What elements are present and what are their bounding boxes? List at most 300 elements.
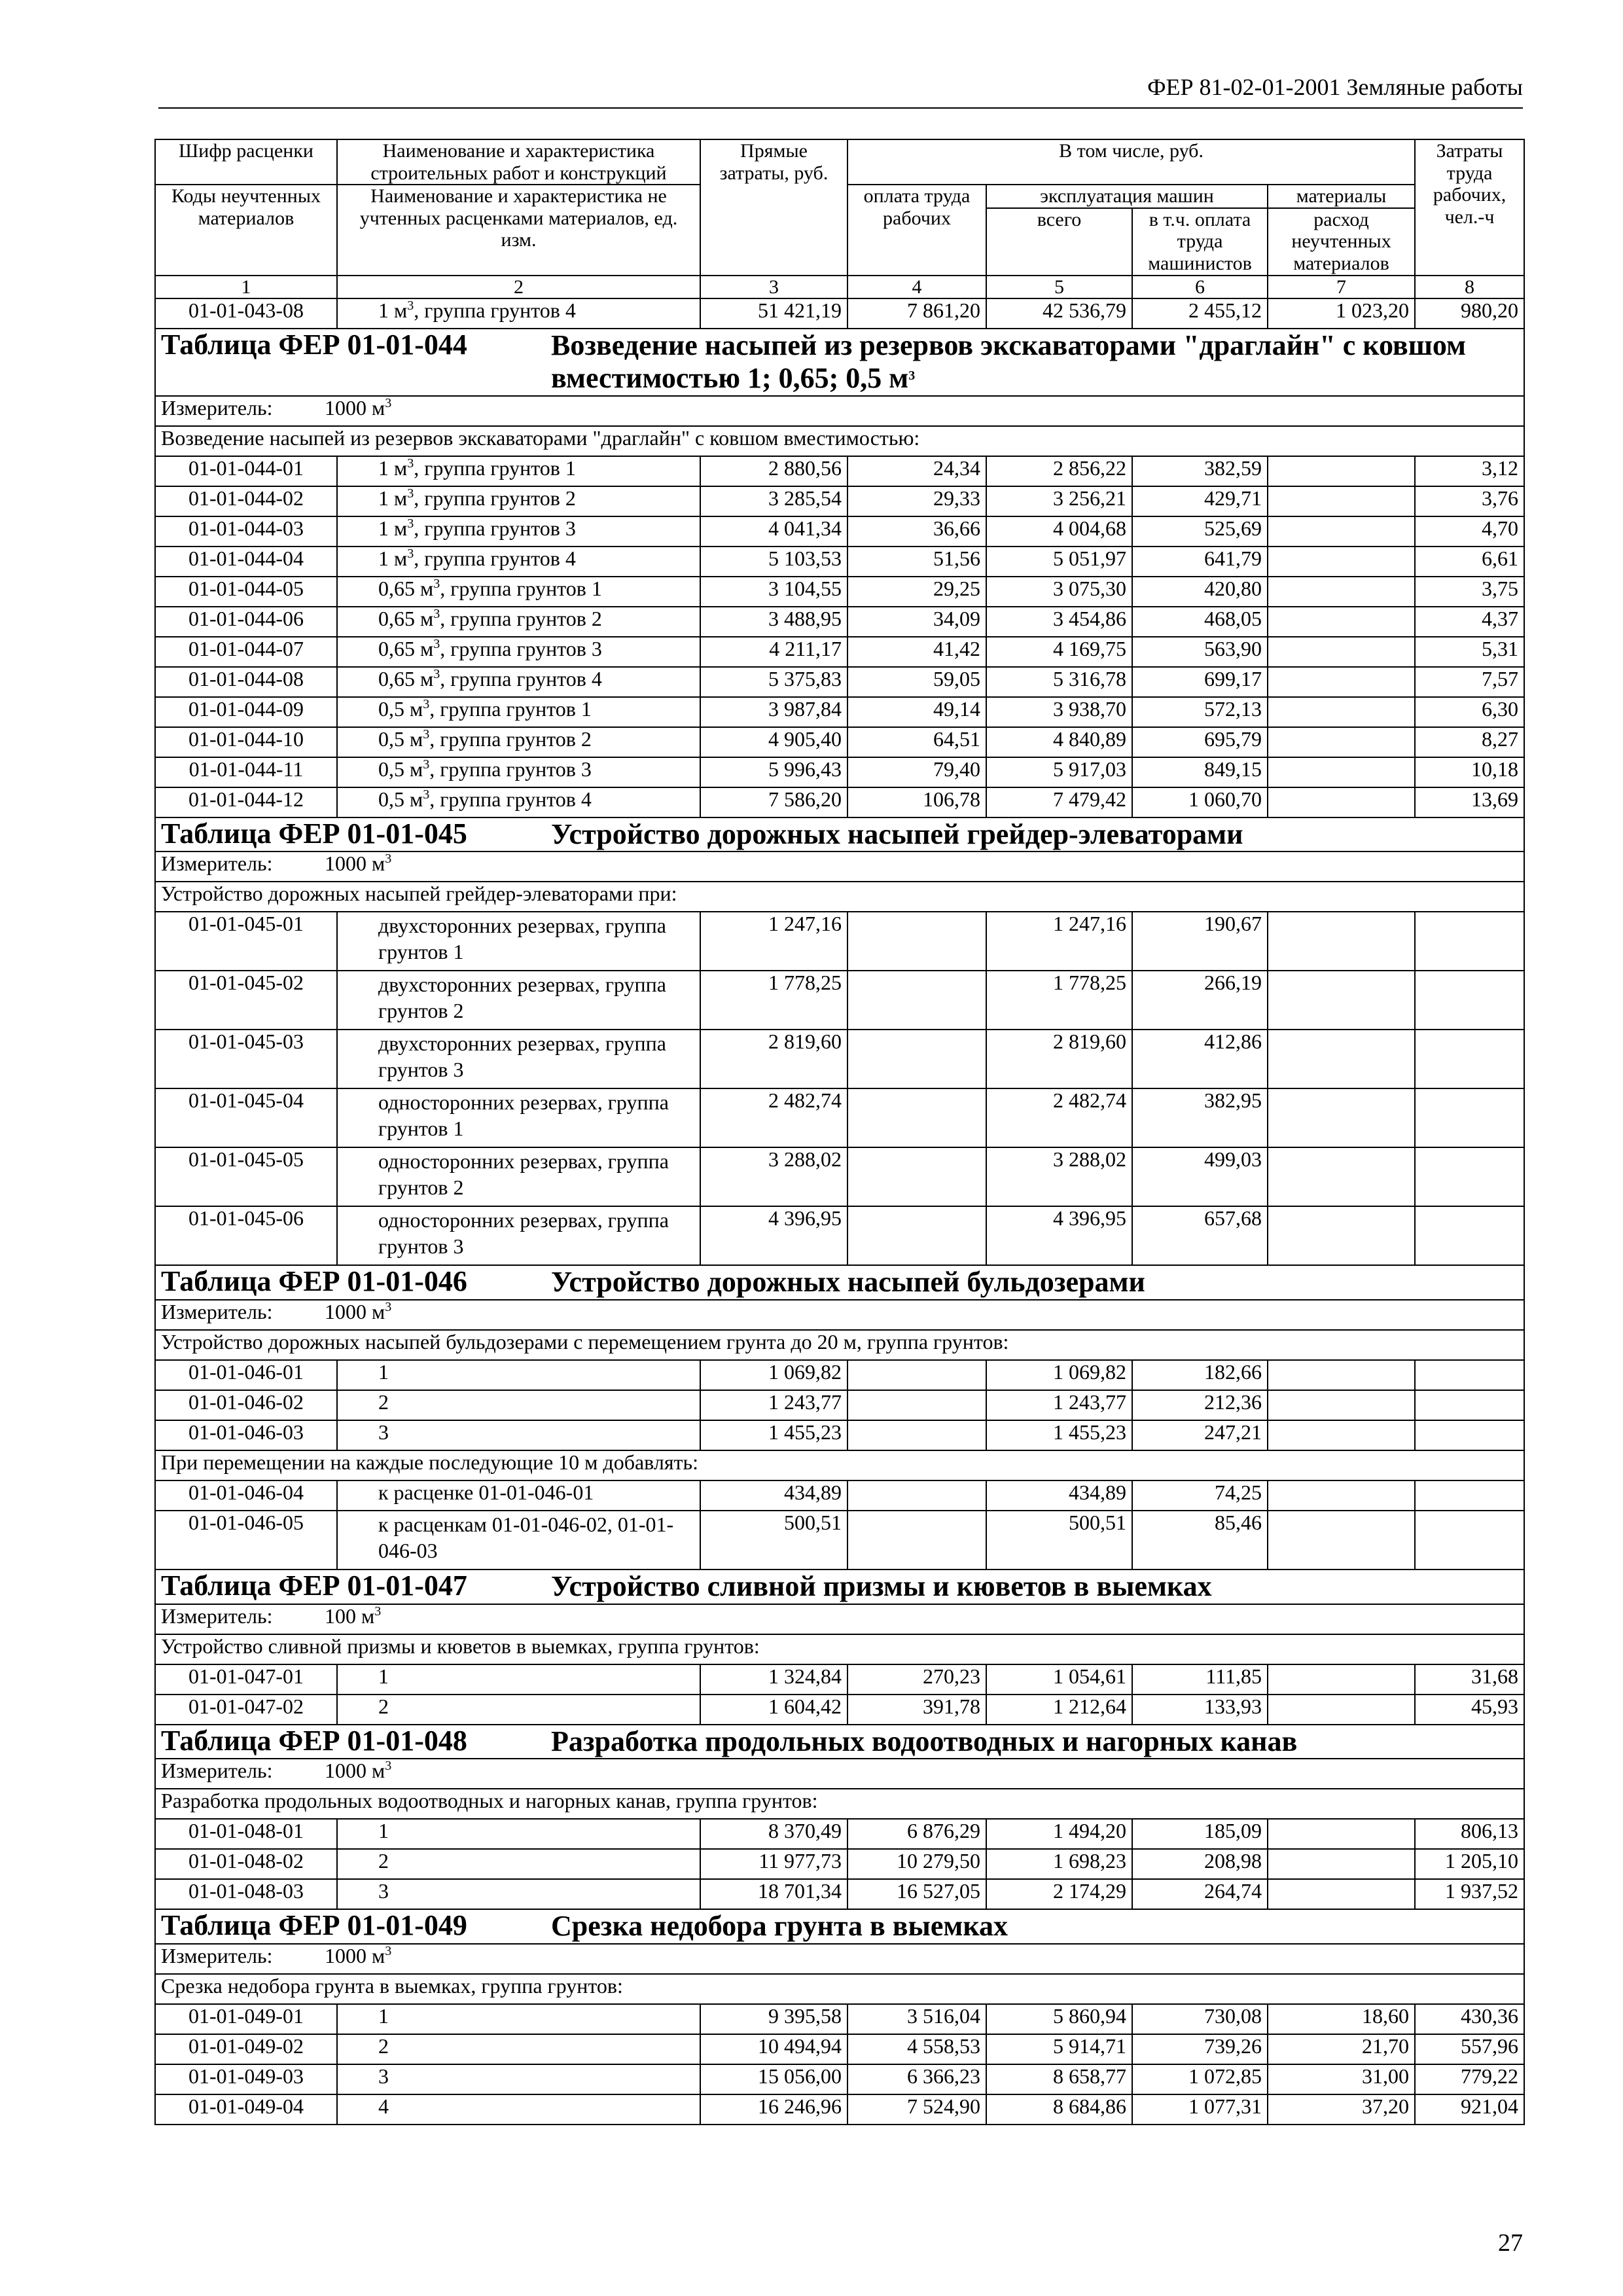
machine-cost: 1 054,61	[986, 1664, 1132, 1695]
table-code: Таблица ФЕР 01-01-045	[161, 817, 467, 850]
table-row	[155, 607, 1524, 637]
direct-cost: 3 104,55	[700, 577, 847, 607]
machine-cost: 42 536,79	[986, 298, 1132, 329]
rate-code: 01-01-048-01	[155, 1819, 337, 1849]
rate-name: 3	[337, 2064, 700, 2094]
machine-cost: 5 051,97	[986, 547, 1132, 577]
rate-code: 01-01-048-03	[155, 1879, 337, 1909]
description-row-cell	[155, 1974, 1524, 2004]
measure-label: Измеритель:	[161, 395, 273, 420]
table-row	[155, 2004, 1524, 2034]
rate-name: 1 $м^3$, группа грунтов 2	[337, 486, 700, 516]
direct-cost: 5 103,53	[700, 547, 847, 577]
labor-cost: 106,78	[847, 787, 986, 817]
table-title-row	[155, 329, 1524, 396]
superscript-3: 3	[385, 852, 392, 867]
labor-cost: 7 524,90	[847, 2094, 986, 2125]
direct-cost: 3 285,54	[700, 486, 847, 516]
machine-cost: 4 840,89	[986, 727, 1132, 757]
table-description: При перемещении на каждые последующие 10 м добавлять:	[161, 1450, 699, 1474]
table-row	[155, 547, 1524, 577]
materials-cost: 21,70	[1268, 2034, 1415, 2064]
labor-hours	[1415, 1511, 1524, 1570]
materials-cost	[1268, 1695, 1415, 1725]
measure-label: Измеритель:	[161, 1943, 273, 1967]
measure-row	[155, 852, 1524, 882]
table-title-row	[155, 1570, 1524, 1604]
labor-hours	[1415, 1420, 1524, 1450]
machine-cost: 3 454,86	[986, 607, 1132, 637]
labor-cost: 6 876,29	[847, 1819, 986, 1849]
measure-row	[155, 396, 1524, 426]
labor-cost: 3 516,04	[847, 2004, 986, 2034]
table-row	[155, 757, 1524, 787]
superscript-3: 3	[423, 757, 430, 772]
table-description: Устройство дорожных насыпей грейдер-элеваторами при:	[161, 882, 677, 906]
labor-hours: 1 937,52	[1415, 1879, 1524, 1909]
rate-name: 0,65 $м^3$, группа грунтов 3	[337, 637, 700, 667]
labor-cost: 51,56	[847, 547, 986, 577]
rate-code: 01-01-046-02	[155, 1390, 337, 1420]
table-title: Устройство дорожных насыпей грейдер-элеваторами	[551, 817, 1243, 850]
direct-cost: 5 996,43	[700, 757, 847, 787]
rate-code: 01-01-046-04	[155, 1480, 337, 1511]
rate-name: 1 $м^3$, группа грунтов 4	[337, 298, 700, 329]
superscript-3: 3	[374, 1604, 382, 1619]
rate-code: 01-01-044-08	[155, 667, 337, 697]
labor-cost	[847, 1088, 986, 1147]
measure-row	[155, 1604, 1524, 1634]
table-row	[155, 727, 1524, 757]
direct-cost: 51 421,19	[700, 298, 847, 329]
rate-code: 01-01-049-01	[155, 2004, 337, 2034]
table-row	[155, 1147, 1524, 1206]
table-row	[155, 912, 1524, 971]
labor-hours	[1415, 1030, 1524, 1088]
materials-cost	[1268, 547, 1415, 577]
machinist-labor-cost: 1 072,85	[1132, 2064, 1268, 2094]
materials-cost	[1268, 1511, 1415, 1570]
measure-unit: 1000 $м^3$	[325, 395, 392, 420]
labor-hours: 557,96	[1415, 2034, 1524, 2064]
table-row	[155, 637, 1524, 667]
rate-name: 1	[337, 2004, 700, 2034]
labor-cost	[847, 1360, 986, 1390]
rate-name: 0,5 $м^3$, группа грунтов 2	[337, 727, 700, 757]
rate-name: двухсторонних резервах, группа грунтов 1	[337, 912, 700, 971]
labor-cost: 59,05	[847, 667, 986, 697]
rates-table	[154, 139, 1525, 2125]
measure-label: Измеритель:	[161, 852, 273, 876]
labor-cost	[847, 912, 986, 971]
description-row	[155, 1450, 1524, 1480]
labor-hours	[1415, 1088, 1524, 1147]
table-title-row-cell	[155, 1265, 1524, 1300]
table-row	[155, 298, 1524, 329]
table-row	[155, 1879, 1524, 1909]
table-title-row	[155, 1725, 1524, 1759]
table-description: Разработка продольных водоотводных и нагорных канав, группа грунтов:	[161, 1789, 818, 1813]
direct-cost: 1 455,23	[700, 1420, 847, 1450]
materials-cost	[1268, 1849, 1415, 1879]
direct-cost: 4 905,40	[700, 727, 847, 757]
labor-cost: 16 527,05	[847, 1879, 986, 1909]
description-row-cell	[155, 1450, 1524, 1480]
rate-code: 01-01-046-03	[155, 1420, 337, 1450]
description-row-cell	[155, 1789, 1524, 1819]
col-header-labor: оплата труда рабочих	[847, 185, 986, 275]
col-header-mat-usage: расход неучтенных материалов	[1268, 208, 1415, 276]
rate-code: 01-01-045-06	[155, 1206, 337, 1265]
table-code: Таблица ФЕР 01-01-049	[161, 1909, 467, 1942]
table-title: Возведение насыпей из резервов экскаваторами "драглайн" с ковшом вместимостью 1; 0,65; 0,5 $м^3$	[551, 329, 1466, 395]
superscript-3: 3	[385, 1943, 392, 1958]
direct-cost: 18 701,34	[700, 1879, 847, 1909]
col-header-including: В том числе, руб.	[847, 139, 1415, 185]
rate-code: 01-01-048-02	[155, 1849, 337, 1879]
direct-cost: 11 977,73	[700, 1849, 847, 1879]
machinist-labor-cost: 695,79	[1132, 727, 1268, 757]
table-title-row-cell	[155, 1570, 1524, 1604]
table-row	[155, 697, 1524, 727]
rate-code: 01-01-049-03	[155, 2064, 337, 2094]
superscript-3: 3	[433, 666, 440, 681]
labor-hours: 779,22	[1415, 2064, 1524, 2094]
table-row	[155, 1664, 1524, 1695]
direct-cost: 9 395,58	[700, 2004, 847, 2034]
table-title-row-cell	[155, 329, 1524, 396]
machine-cost: 1 243,77	[986, 1390, 1132, 1420]
rate-name: 4	[337, 2094, 700, 2125]
superscript-3: 3	[423, 726, 430, 742]
labor-cost: 64,51	[847, 727, 986, 757]
description-row-cell	[155, 426, 1524, 456]
rate-code: 01-01-044-07	[155, 637, 337, 667]
rate-name: односторонних резервах, группа грунтов 3	[337, 1206, 700, 1265]
machinist-labor-cost: 190,67	[1132, 912, 1268, 971]
rate-name: односторонних резервах, группа грунтов 2	[337, 1147, 700, 1206]
labor-cost	[847, 1206, 986, 1265]
description-row	[155, 426, 1524, 456]
description-row	[155, 1974, 1524, 2004]
machine-cost: 5 860,94	[986, 2004, 1132, 2034]
direct-cost: 3 288,02	[700, 1147, 847, 1206]
table-code: Таблица ФЕР 01-01-048	[161, 1724, 467, 1757]
labor-cost	[847, 1390, 986, 1420]
materials-cost	[1268, 667, 1415, 697]
measure-label: Измеритель:	[161, 1604, 273, 1628]
machine-cost: 8 684,86	[986, 2094, 1132, 2125]
machine-cost: 3 288,02	[986, 1147, 1132, 1206]
machine-cost: 3 938,70	[986, 697, 1132, 727]
col-header-material-codes: Коды неучтенных материалов	[155, 185, 337, 275]
superscript-3: 3	[407, 456, 414, 471]
labor-cost	[847, 1480, 986, 1511]
machinist-labor-cost: 74,25	[1132, 1480, 1268, 1511]
materials-cost	[1268, 697, 1415, 727]
labor-cost: 391,78	[847, 1695, 986, 1725]
machinist-labor-cost: 563,90	[1132, 637, 1268, 667]
description-row-cell	[155, 1634, 1524, 1664]
direct-cost: 4 041,34	[700, 516, 847, 547]
labor-hours	[1415, 1206, 1524, 1265]
labor-hours	[1415, 1480, 1524, 1511]
machinist-labor-cost: 182,66	[1132, 1360, 1268, 1390]
labor-cost: 34,09	[847, 607, 986, 637]
machinist-labor-cost: 264,74	[1132, 1879, 1268, 1909]
labor-hours: 806,13	[1415, 1819, 1524, 1849]
col-header-name: Наименование и характеристика строительных работ и конструкций	[337, 139, 700, 185]
machine-cost: 3 075,30	[986, 577, 1132, 607]
direct-cost: 1 778,25	[700, 971, 847, 1030]
rate-code: 01-01-049-04	[155, 2094, 337, 2125]
direct-cost: 2 482,74	[700, 1088, 847, 1147]
labor-hours: 6,61	[1415, 547, 1524, 577]
labor-hours: 45,93	[1415, 1695, 1524, 1725]
materials-cost	[1268, 1030, 1415, 1088]
labor-cost: 10 279,50	[847, 1849, 986, 1879]
table-row	[155, 1088, 1524, 1147]
machinist-labor-cost: 2 455,12	[1132, 298, 1268, 329]
materials-cost: 37,20	[1268, 2094, 1415, 2125]
machine-cost: 7 479,42	[986, 787, 1132, 817]
machine-cost: 2 482,74	[986, 1088, 1132, 1147]
superscript-3: 3	[423, 787, 430, 802]
table-row	[155, 516, 1524, 547]
labor-hours: 3,12	[1415, 456, 1524, 486]
description-row	[155, 1634, 1524, 1664]
table-row	[155, 2064, 1524, 2094]
superscript-3: 3	[385, 395, 392, 410]
machine-cost: 5 316,78	[986, 667, 1132, 697]
rate-name: 0,5 $м^3$, группа грунтов 4	[337, 787, 700, 817]
direct-cost: 1 247,16	[700, 912, 847, 971]
measure-unit: 1000 $м^3$	[325, 1299, 392, 1323]
rate-name: 0,5 $м^3$, группа грунтов 1	[337, 697, 700, 727]
measure-row	[155, 1944, 1524, 1974]
col-header-code: Шифр расценки	[155, 139, 337, 185]
labor-cost: 7 861,20	[847, 298, 986, 329]
direct-cost: 1 324,84	[700, 1664, 847, 1695]
labor-hours: 8,27	[1415, 727, 1524, 757]
direct-cost: 2 880,56	[700, 456, 847, 486]
direct-cost: 2 819,60	[700, 1030, 847, 1088]
rate-code: 01-01-044-12	[155, 787, 337, 817]
column-number: 1	[155, 276, 337, 298]
direct-cost: 4 396,95	[700, 1206, 847, 1265]
rate-name: 1	[337, 1360, 700, 1390]
rate-name: 1	[337, 1819, 700, 1849]
rate-name: двухсторонних резервах, группа грунтов 2	[337, 971, 700, 1030]
rate-name: двухсторонних резервах, группа грунтов 3	[337, 1030, 700, 1088]
table-title: Устройство дорожных насыпей бульдозерами	[551, 1266, 1145, 1299]
table-title-row	[155, 817, 1524, 852]
table-title-row	[155, 1265, 1524, 1300]
superscript-3: 3	[407, 546, 414, 561]
machine-cost: 1 778,25	[986, 971, 1132, 1030]
labor-hours: 3,75	[1415, 577, 1524, 607]
rate-name: 1	[337, 1664, 700, 1695]
labor-cost	[847, 971, 986, 1030]
rate-code: 01-01-044-06	[155, 607, 337, 637]
col-header-mach-total: всего	[986, 208, 1132, 276]
machine-cost: 8 658,77	[986, 2064, 1132, 2094]
description-row-cell	[155, 882, 1524, 912]
labor-cost	[847, 1420, 986, 1450]
materials-cost: 18,60	[1268, 2004, 1415, 2034]
table-row	[155, 1206, 1524, 1265]
machinist-labor-cost: 85,46	[1132, 1511, 1268, 1570]
machinist-labor-cost: 212,36	[1132, 1390, 1268, 1420]
table-row	[155, 1030, 1524, 1088]
materials-cost	[1268, 1664, 1415, 1695]
direct-cost: 1 243,77	[700, 1390, 847, 1420]
table-title-row-cell	[155, 1909, 1524, 1944]
measure-label: Измеритель:	[161, 1299, 273, 1323]
materials-cost	[1268, 516, 1415, 547]
materials-cost	[1268, 1147, 1415, 1206]
labor-cost: 41,42	[847, 637, 986, 667]
materials-cost	[1268, 637, 1415, 667]
column-number: 6	[1132, 276, 1268, 298]
machine-cost: 500,51	[986, 1511, 1132, 1570]
machine-cost: 4 169,75	[986, 637, 1132, 667]
rate-code: 01-01-044-10	[155, 727, 337, 757]
table-row	[155, 1390, 1524, 1420]
machinist-labor-cost: 657,68	[1132, 1206, 1268, 1265]
labor-hours: 921,04	[1415, 2094, 1524, 2125]
materials-cost: 31,00	[1268, 2064, 1415, 2094]
labor-hours	[1415, 1360, 1524, 1390]
direct-cost: 8 370,49	[700, 1819, 847, 1849]
materials-cost	[1268, 577, 1415, 607]
measure-row-cell	[155, 1759, 1524, 1789]
rate-name: односторонних резервах, группа грунтов 1	[337, 1088, 700, 1147]
machinist-labor-cost: 420,80	[1132, 577, 1268, 607]
measure-label: Измеритель:	[161, 1759, 273, 1783]
table-row	[155, 577, 1524, 607]
rate-code: 01-01-044-02	[155, 486, 337, 516]
materials-cost	[1268, 912, 1415, 971]
machinist-labor-cost: 849,15	[1132, 757, 1268, 787]
machinist-labor-cost: 641,79	[1132, 547, 1268, 577]
table-description: Устройство сливной призмы и кюветов в выемках, группа грунтов:	[161, 1634, 760, 1658]
rate-name: 2	[337, 1849, 700, 1879]
direct-cost: 16 246,96	[700, 2094, 847, 2125]
machine-cost: 4 004,68	[986, 516, 1132, 547]
rate-name: 2	[337, 1695, 700, 1725]
column-number: 4	[847, 276, 986, 298]
table-title-row-cell	[155, 1725, 1524, 1759]
machinist-labor-cost: 382,95	[1132, 1088, 1268, 1147]
machine-cost: 2 856,22	[986, 456, 1132, 486]
labor-hours: 4,37	[1415, 607, 1524, 637]
rate-name: 1 $м^3$, группа грунтов 1	[337, 456, 700, 486]
rate-name: к расценке 01-01-046-01	[337, 1480, 700, 1511]
labor-cost	[847, 1030, 986, 1088]
rate-code: 01-01-047-01	[155, 1664, 337, 1695]
table-row	[155, 1360, 1524, 1390]
direct-cost: 7 586,20	[700, 787, 847, 817]
table-title: Срезка недобора грунта в выемках	[551, 1910, 1008, 1943]
machine-cost: 3 256,21	[986, 486, 1132, 516]
table-row	[155, 1420, 1524, 1450]
labor-cost: 29,25	[847, 577, 986, 607]
labor-cost: 29,33	[847, 486, 986, 516]
col-header-hours: Затраты труда рабочих, чел.-ч	[1415, 139, 1524, 276]
rate-name: 2	[337, 1390, 700, 1420]
machinist-labor-cost: 730,08	[1132, 2004, 1268, 2034]
column-number: 8	[1415, 276, 1524, 298]
rate-code: 01-01-044-04	[155, 547, 337, 577]
materials-cost	[1268, 1390, 1415, 1420]
table-description: Возведение насыпей из резервов экскаваторами "драглайн" с ковшом вместимостью:	[161, 425, 920, 450]
labor-hours: 6,30	[1415, 697, 1524, 727]
table-row	[155, 971, 1524, 1030]
col-header-machines: эксплуатация машин	[986, 185, 1268, 208]
materials-cost	[1268, 1420, 1415, 1450]
rate-code: 01-01-044-09	[155, 697, 337, 727]
rate-code: 01-01-046-01	[155, 1360, 337, 1390]
materials-cost	[1268, 727, 1415, 757]
header-rule	[158, 107, 1523, 109]
labor-cost: 24,34	[847, 456, 986, 486]
rate-name: 3	[337, 1420, 700, 1450]
measure-row-cell	[155, 1944, 1524, 1974]
direct-cost: 4 211,17	[700, 637, 847, 667]
machine-cost: 2 819,60	[986, 1030, 1132, 1088]
machinist-labor-cost: 208,98	[1132, 1849, 1268, 1879]
labor-cost: 79,40	[847, 757, 986, 787]
table-description: Устройство дорожных насыпей бульдозерами с перемещением грунта до 20 м, группа грунтов:	[161, 1329, 1009, 1354]
measure-row	[155, 1300, 1524, 1330]
measure-row-cell	[155, 1300, 1524, 1330]
col-header-mach-labor: в т.ч. оплата труда машинистов	[1132, 208, 1268, 276]
table-title-row	[155, 1909, 1524, 1944]
labor-hours: 7,57	[1415, 667, 1524, 697]
machinist-labor-cost: 133,93	[1132, 1695, 1268, 1725]
rate-code: 01-01-045-01	[155, 912, 337, 971]
rate-code: 01-01-043-08	[155, 298, 337, 329]
machinist-labor-cost: 111,85	[1132, 1664, 1268, 1695]
labor-hours: 1 205,10	[1415, 1849, 1524, 1879]
rate-code: 01-01-045-04	[155, 1088, 337, 1147]
measure-unit: 100 $м^3$	[325, 1604, 382, 1628]
materials-cost	[1268, 1360, 1415, 1390]
superscript-3: 3	[433, 606, 440, 621]
machine-cost: 1 069,82	[986, 1360, 1132, 1390]
superscript-3: 3	[433, 576, 440, 591]
measure-row	[155, 1759, 1524, 1789]
rate-name: 0,65 $м^3$, группа грунтов 4	[337, 667, 700, 697]
labor-hours: 10,18	[1415, 757, 1524, 787]
machine-cost: 2 174,29	[986, 1879, 1132, 1909]
labor-hours: 980,20	[1415, 298, 1524, 329]
materials-cost	[1268, 1206, 1415, 1265]
machine-cost: 1 494,20	[986, 1819, 1132, 1849]
direct-cost: 15 056,00	[700, 2064, 847, 2094]
machinist-labor-cost: 382,59	[1132, 456, 1268, 486]
machine-cost: 5 917,03	[986, 757, 1132, 787]
direct-cost: 1 604,42	[700, 1695, 847, 1725]
description-row	[155, 1330, 1524, 1360]
labor-hours	[1415, 1147, 1524, 1206]
table-row	[155, 1819, 1524, 1849]
labor-hours	[1415, 1390, 1524, 1420]
machinist-labor-cost: 499,03	[1132, 1147, 1268, 1206]
superscript-3: 3	[433, 636, 440, 651]
materials-cost	[1268, 456, 1415, 486]
